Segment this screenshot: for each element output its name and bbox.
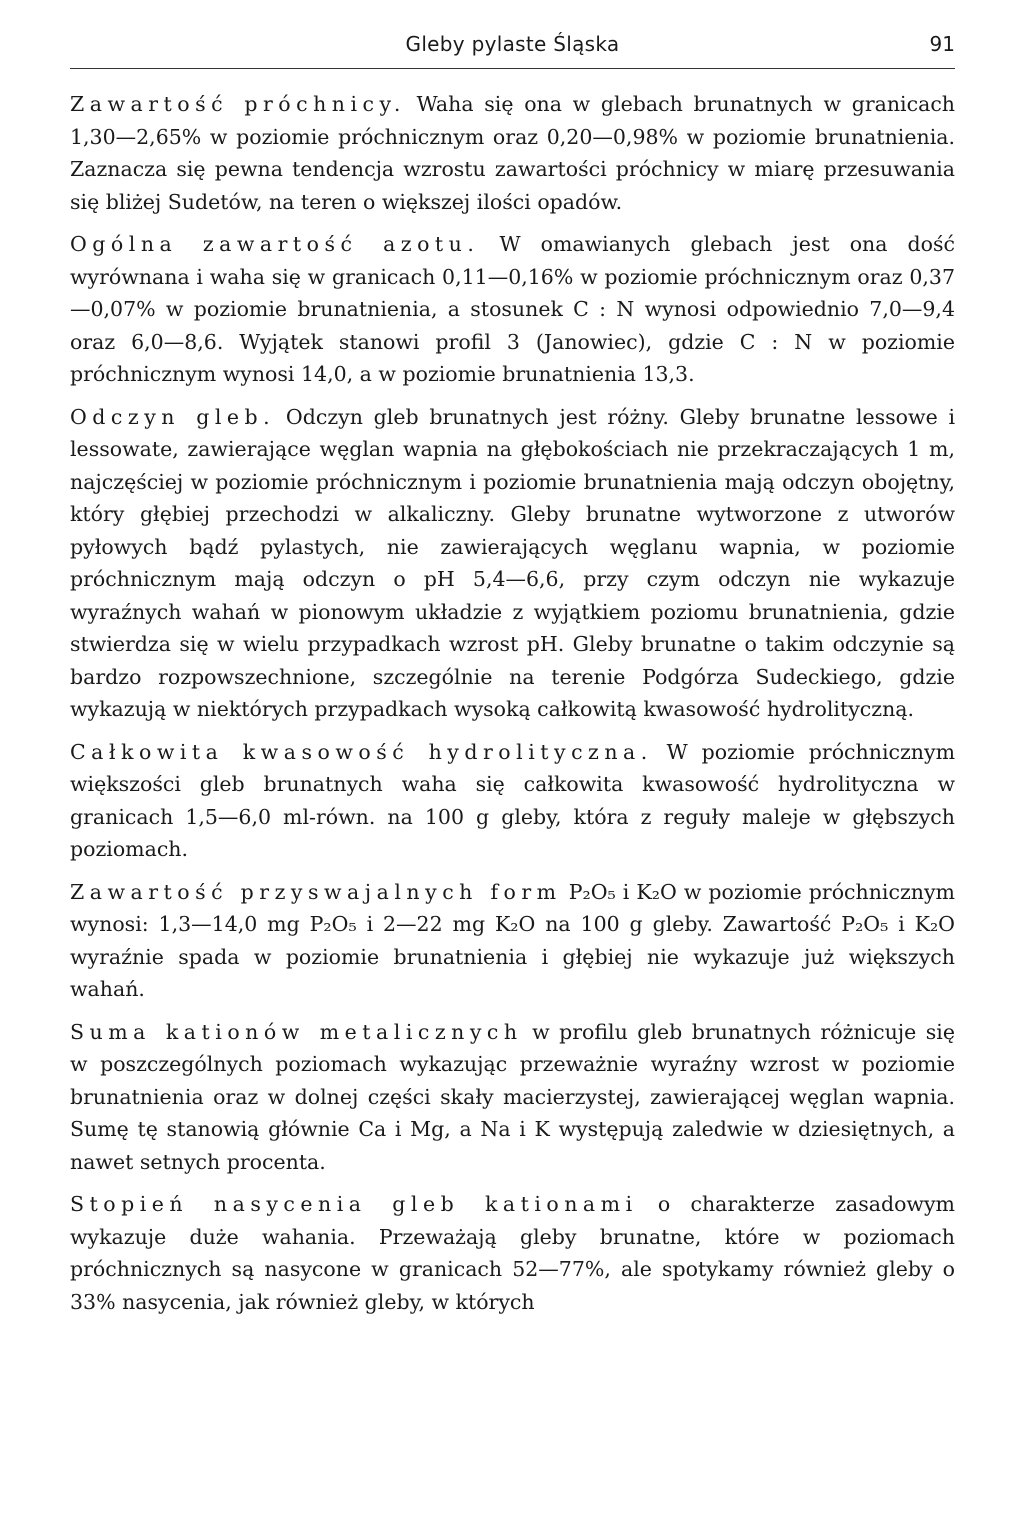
paragraph-humus [70, 88, 955, 218]
paragraph-text: w profilu gleb brunatnych różnicuje się w poszczególnych poziomach wykazując przeważnie wyraźny wzrost w poziomie brunatnienia oraz w dolnej części skały macierzystej, zawierającej węglan wapnia. Sumę tę stanowią głównie Ca i Mg, a Na i K występują zaledwie w dziesiętnych, a nawet setnych procenta. [70, 1019, 955, 1174]
paragraph-text: Odczyn gleb brunatnych jest różny. Gleby brunatne lessowe i lessowate, zawierające węglan wapnia na głębokościach nie przekraczających 1 m, najczęściej w poziomie próchnicznym i poziomie brunatnienia mają odczyn obojętny, który głębiej przechodzi w alkaliczny. Gleby brunatne wytworzone z utworów pyłowych bądź pylastych, nie zawierających węglanu wapnia, w poziomie próchnicznym mają odczyn o pH 5,4—6,6, przy czym odczyn nie wykazuje wyraźnych wahań w pionowym układzie z wyjątkiem poziomu brunatnienia, gdzie stwierdza się w wielu przypadkach wzrost pH. Gleby brunatne o takim odczynie są bardzo rozpowszechnione, szczególnie na terenie Podgórza Sudeckiego, gdzie wykazują w niektórych przypadkach wysoką całkowitą kwasowość hydrolityczną. [70, 404, 955, 721]
paragraph-text: P₂O₅ i K₂O w poziomie próchnicznym wynosi: 1,3—14,0 mg P₂O₅ i 2—22 mg K₂O na 100 g gleby. Zawartość P₂O₅ i K₂O wyraźnie spada w poziomie brunatnienia i głębiej nie wykazuje już większych wahań. [70, 879, 955, 1001]
paragraph-text: W omawianych glebach jest ona dość wyrównana i waha się w granicach 0,11—0,16% w poziomie próchnicznym oraz 0,37—0,07% w poziomie brunatnienia, a stosunek C : N wynosi odpowiednio 7,0—9,4 oraz 6,0—8,6. Wyjątek stanowi profil 3 (Janowiec), gdzie C : N w poziomie próchnicznym wynosi 14,0, a w poziomie brunatnienia 13,3. [70, 232, 955, 386]
paragraph-hydrolytic-acidity [70, 736, 955, 866]
paragraph-saturation [70, 1188, 955, 1318]
paragraph-lead: Suma kationów metalicznych [70, 1019, 523, 1044]
paragraph-nitrogen [70, 228, 955, 391]
paragraph-text: o charakterze zasadowym wykazuje duże wahania. Przeważają gleby brunatne, które w poziomach próchnicznych są nasycone w granicach 52—77%, ale spotykamy również gleby o 33% nasycenia, jak również gleby, w których [70, 1192, 955, 1314]
running-title: Gleby pylaste Śląska [405, 32, 620, 56]
paragraph-lead: Całkowita kwasowość hydrolityczna. [70, 739, 653, 764]
paragraph-lead: Ogólna zawartość azotu. [70, 232, 480, 256]
page-body [70, 88, 955, 1328]
paragraph-lead: Zawartość próchnicy. [70, 92, 406, 116]
paragraph-available-forms [70, 876, 955, 1006]
page-number: 91 [929, 32, 955, 56]
paragraph-text: W poziomie próchnicznym większości gleb brunatnych waha się całkowita kwasowość hydrolityczna w granicach 1,5—6,0 ml-równ. na 100 g gleby, która z reguły maleje w głębszych poziomach. [70, 739, 956, 861]
paragraph-soil-reaction [70, 401, 955, 726]
paragraph-lead: Stopień nasycenia gleb kationami [70, 1192, 638, 1216]
paragraph-lead: Zawartość przyswajalnych form [70, 879, 562, 904]
paragraph-text: Waha się ona w glebach brunatnych w granicach 1,30—2,65% w poziomie próchnicznym oraz 0,20—0,98% w poziomie brunatnienia. Zaznacza się pewna tendencja wzrostu zawartości próchnicy w miarę przesuwania się bliżej Sudetów, na teren o większej ilości opadów. [70, 92, 955, 214]
paragraph-lead: Odczyn gleb. [70, 404, 276, 429]
page-header [70, 28, 955, 69]
paragraph-metal-cations [70, 1016, 955, 1179]
